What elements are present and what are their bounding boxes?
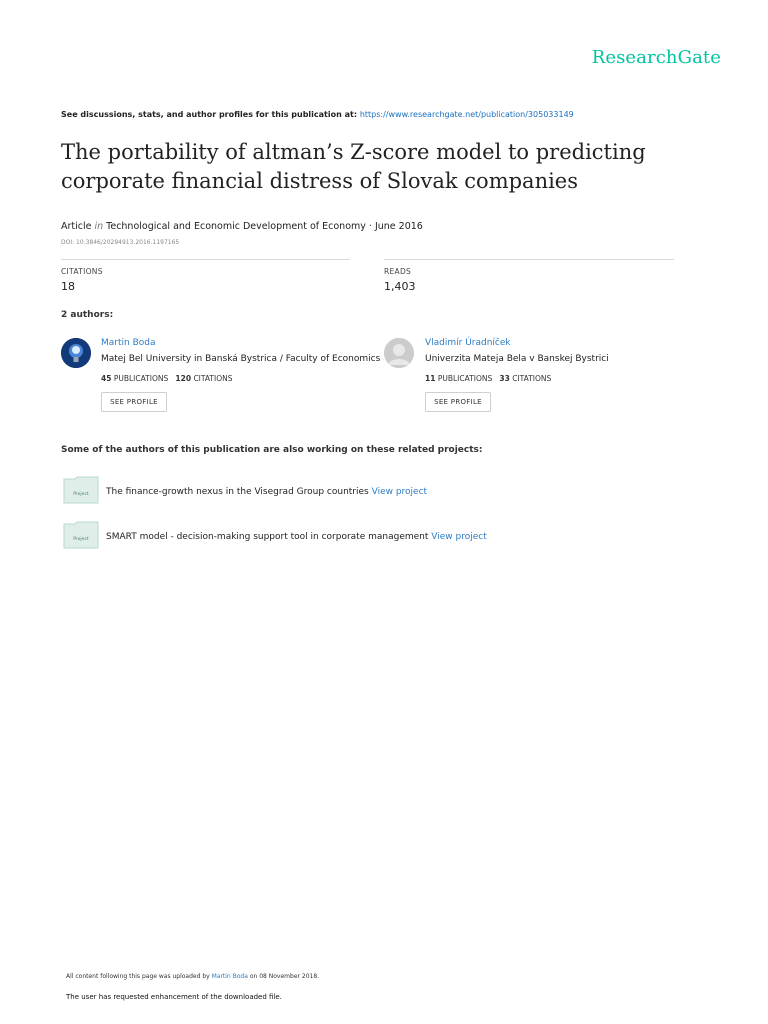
project-icon-label: Project	[73, 537, 89, 542]
reads-value: 1,403	[384, 280, 416, 293]
reads-label: READS	[384, 267, 412, 276]
author-name-link[interactable]: Vladimír Úradníček	[425, 338, 511, 348]
project-folder-icon	[63, 521, 99, 549]
citations-value: 18	[61, 280, 75, 293]
lightbulb-avatar-icon[interactable]	[61, 338, 91, 368]
divider-right	[384, 259, 674, 260]
citations-count-label: CITATIONS	[193, 374, 233, 383]
project-item	[106, 532, 487, 542]
view-project-link[interactable]: View project	[371, 487, 428, 497]
citations-label: CITATIONS	[61, 267, 103, 276]
uploader-link[interactable]: Martin Boda	[211, 973, 248, 980]
upload-note	[66, 973, 319, 980]
journal-date: Technological and Economic Development of Economy · June 2016	[106, 221, 423, 232]
citations-count-label: CITATIONS	[512, 374, 552, 383]
article-meta	[61, 221, 423, 232]
view-project-link[interactable]: View project	[431, 532, 487, 542]
page-title: The portability of altman’s Z-score model to predicting corporate financial distress of Slovak companies	[61, 140, 646, 193]
citations-count: 120	[175, 374, 192, 383]
publication-url-link[interactable]: https://www.researchgate.net/publication/305033149	[359, 110, 574, 119]
citations-count: 33	[499, 374, 510, 383]
author-counts	[101, 374, 233, 383]
author-name-link[interactable]: Martin Boda	[101, 338, 156, 348]
see-profile-button[interactable]: SEE PROFILE	[101, 392, 167, 412]
enhancement-note: The user has requested enhancement of the downloaded file.	[66, 993, 282, 1001]
publications-count: 11	[425, 374, 436, 383]
in-label: in	[94, 221, 104, 232]
see-profile-button[interactable]: SEE PROFILE	[425, 392, 491, 412]
project-title: The finance-growth nexus in the Visegrad Group countries	[106, 487, 369, 497]
project-folder-icon	[63, 476, 99, 504]
project-title: SMART model - decision-making support tool in corporate management	[106, 532, 429, 542]
authors-count: 2 authors:	[61, 310, 114, 320]
header-intro: See discussions, stats, and author profiles for this publication at:	[61, 110, 358, 119]
author-counts	[425, 374, 551, 383]
upload-suffix: on 08 November 2018.	[249, 973, 320, 980]
publications-count: 45	[101, 374, 112, 383]
author-affiliation: Univerzita Mateja Bela v Banskej Bystrici	[425, 354, 609, 364]
related-projects-heading: Some of the authors of this publication are also working on these related projects:	[61, 445, 483, 455]
researchgate-logo[interactable]: ResearchGate	[591, 47, 721, 68]
article-type: Article	[61, 221, 92, 232]
publications-label: PUBLICATIONS	[113, 374, 169, 383]
default-user-avatar-icon[interactable]	[384, 338, 414, 368]
doi: DOI: 10.3846/20294913.2016.1197165	[61, 239, 180, 246]
upload-prefix: All content following this page was uploaded by	[66, 973, 210, 980]
project-item	[106, 487, 427, 497]
project-icon-label: Project	[73, 492, 89, 497]
divider-left	[61, 259, 350, 260]
publications-label: PUBLICATIONS	[437, 374, 493, 383]
author-affiliation: Matej Bel University in Banská Bystrica / Faculty of Economics	[101, 354, 381, 364]
discussion-header	[61, 110, 574, 119]
